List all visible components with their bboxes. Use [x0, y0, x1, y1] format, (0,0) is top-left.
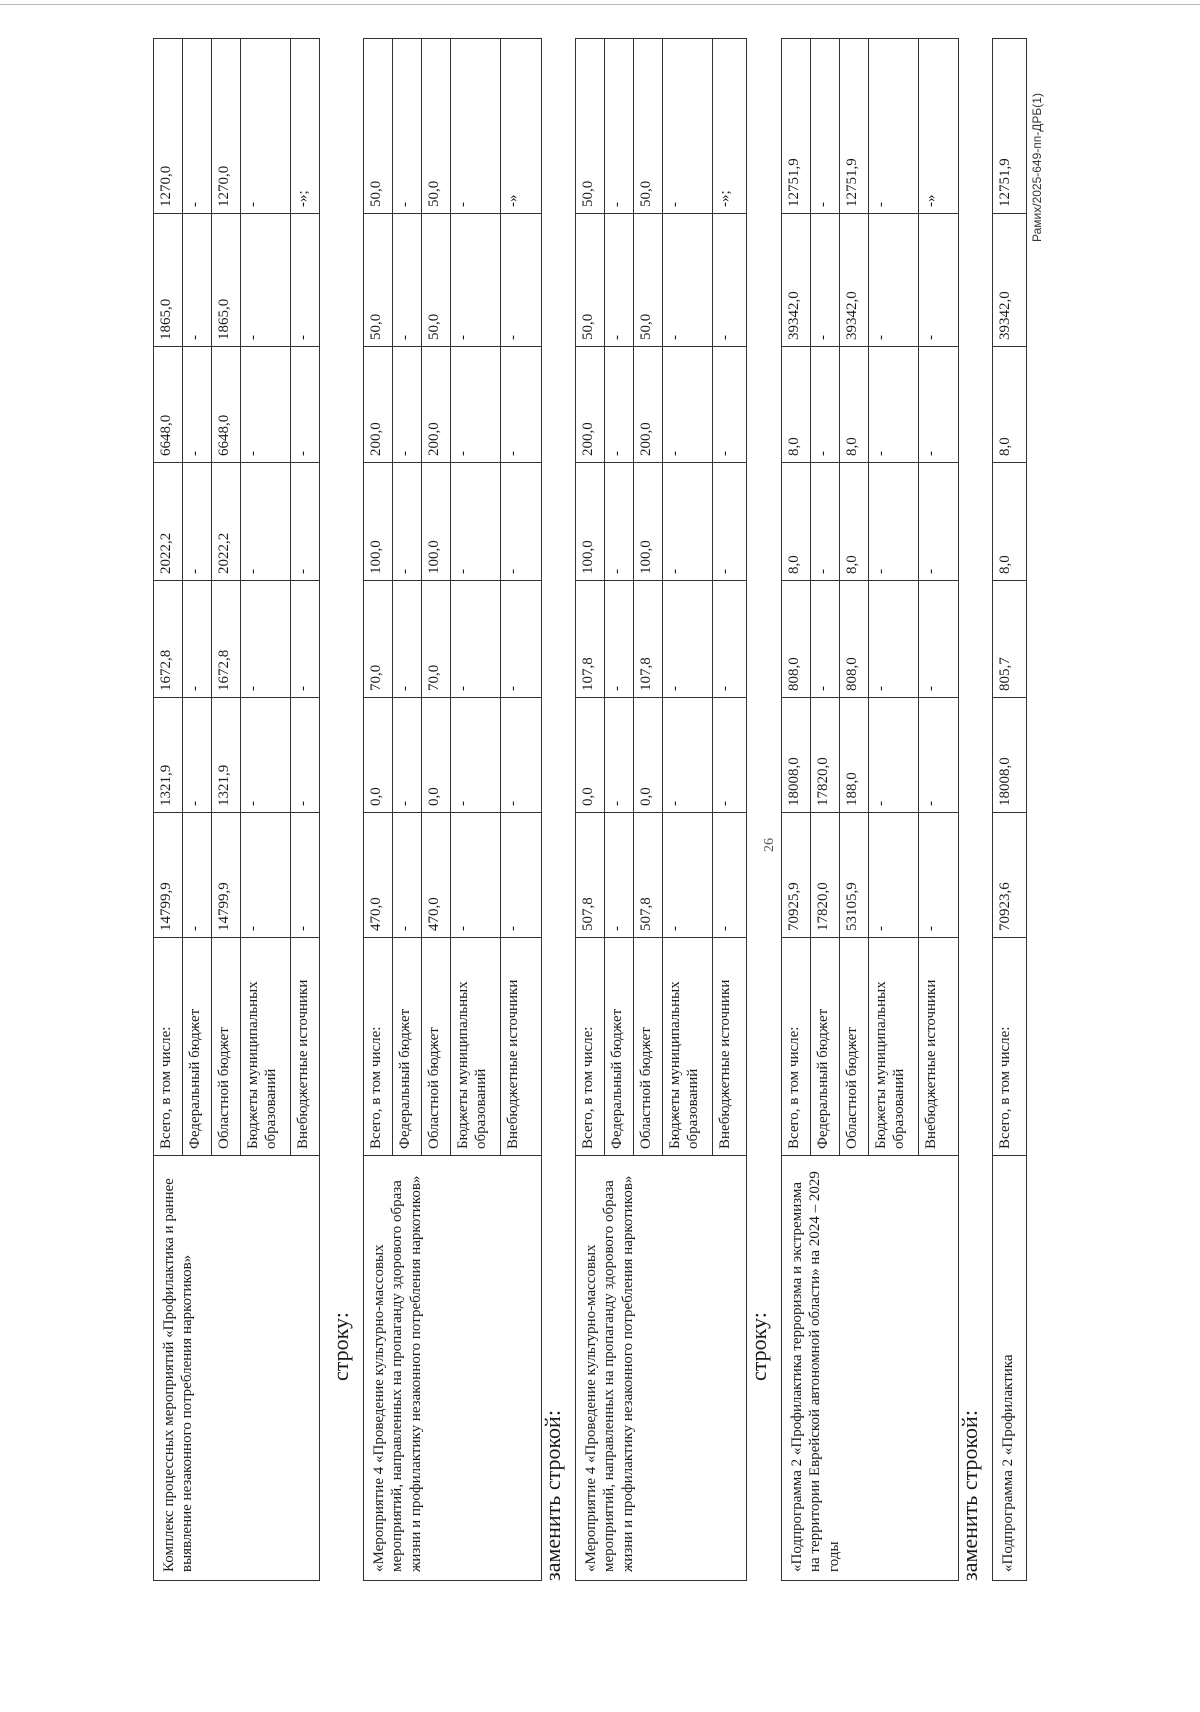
value-cell: - [919, 463, 959, 581]
program-label: «Мероприятие 4 «Проведение культурно-массовых мероприятий, направленных на пропаганду здорового образа жизни и профилактику незаконного потребления наркотиков» [576, 1156, 747, 1581]
funding-source: Федеральный бюджет [183, 938, 212, 1156]
value-cell: - [451, 463, 501, 581]
value-cell: - [183, 581, 212, 698]
value-cell: - [919, 813, 959, 938]
value-cell: - [919, 698, 959, 813]
value-cell: - [869, 214, 919, 347]
value-cell: - [713, 214, 747, 347]
value-cell: - [919, 347, 959, 463]
funding-source: Федеральный бюджет [811, 938, 840, 1156]
value-cell: 8,0 [840, 347, 869, 463]
table-row [154, 39, 183, 1581]
value-cell: - [919, 214, 959, 347]
funding-source: Федеральный бюджет [605, 938, 634, 1156]
value-cell: - [663, 581, 713, 698]
value-cell: - [605, 813, 634, 938]
value-cell: 470,0 [364, 813, 393, 938]
value-cell: 1270,0 [154, 39, 183, 214]
value-cell: 200,0 [576, 347, 605, 463]
value-cell: 1270,0 [212, 39, 241, 214]
budget-table-subprogram-2-new [992, 38, 1027, 1581]
value-cell: 100,0 [422, 463, 451, 581]
value-cell: - [291, 698, 320, 813]
value-cell: - [291, 813, 320, 938]
value-cell: - [241, 698, 291, 813]
value-cell: - [605, 463, 634, 581]
table-body [576, 39, 747, 1581]
value-cell: - [605, 214, 634, 347]
funding-source: Областной бюджет [422, 938, 451, 1156]
section-heading-stroku: строку: [746, 1312, 771, 1381]
value-cell: 805,7 [993, 581, 1027, 698]
funding-source: Бюджеты муниципальных образований [663, 938, 713, 1156]
value-cell: - [241, 813, 291, 938]
value-cell: - [663, 813, 713, 938]
value-cell: - [501, 581, 542, 698]
value-cell: - [501, 347, 542, 463]
table-body [364, 39, 542, 1581]
value-cell: - [393, 39, 422, 214]
value-cell: 8,0 [782, 463, 811, 581]
value-cell: 1672,8 [154, 581, 183, 698]
table-row [364, 39, 393, 1581]
program-label: «Мероприятие 4 «Проведение культурно-массовых мероприятий, направленных на пропаганду здорового образа жизни и профилактику незаконного потребления наркотиков» [364, 1156, 542, 1581]
value-cell: - [663, 214, 713, 347]
value-cell: - [393, 214, 422, 347]
value-cell: 100,0 [576, 463, 605, 581]
value-cell: - [919, 581, 959, 698]
value-cell: - [663, 463, 713, 581]
value-cell: 188,0 [840, 698, 869, 813]
section-heading-zamenit: заменить строкой: [957, 1410, 982, 1581]
value-cell: 50,0 [422, 214, 451, 347]
value-cell: - [393, 698, 422, 813]
value-cell: 17820,0 [811, 813, 840, 938]
value-cell: -» [919, 39, 959, 214]
value-cell: 1321,9 [154, 698, 183, 813]
value-cell: 14799,9 [212, 813, 241, 938]
value-cell: 808,0 [840, 581, 869, 698]
value-cell: - [663, 39, 713, 214]
value-cell: 39342,0 [993, 214, 1027, 347]
funding-source: Бюджеты муниципальных образований [451, 938, 501, 1156]
value-cell: - [393, 347, 422, 463]
section-heading-zamenit: заменить строкой: [540, 1410, 565, 1581]
page-number: 26 [762, 838, 777, 852]
value-cell: - [451, 581, 501, 698]
value-cell: 507,8 [576, 813, 605, 938]
funding-source: Областной бюджет [840, 938, 869, 1156]
table-body [993, 39, 1027, 1581]
value-cell: - [663, 698, 713, 813]
document-footer-id: Рамих/2025-649-пп-ДРБ(1) [1030, 93, 1044, 242]
value-cell: 50,0 [364, 39, 393, 214]
value-cell: 6648,0 [154, 347, 183, 463]
value-cell: 50,0 [576, 39, 605, 214]
value-cell: - [605, 347, 634, 463]
value-cell: - [811, 214, 840, 347]
value-cell: - [605, 39, 634, 214]
value-cell: - [291, 347, 320, 463]
value-cell: - [605, 698, 634, 813]
value-cell: 12751,9 [993, 39, 1027, 214]
table-row [576, 39, 605, 1581]
value-cell: - [811, 463, 840, 581]
value-cell: - [869, 581, 919, 698]
budget-table-complex [153, 38, 320, 1581]
value-cell: 2022,2 [154, 463, 183, 581]
value-cell: 50,0 [576, 214, 605, 347]
value-cell: 200,0 [634, 347, 663, 463]
value-cell: 18008,0 [993, 698, 1027, 813]
value-cell: - [291, 463, 320, 581]
value-cell: 1672,8 [212, 581, 241, 698]
value-cell: - [713, 581, 747, 698]
value-cell: - [811, 347, 840, 463]
value-cell: - [451, 39, 501, 214]
value-cell: 39342,0 [840, 214, 869, 347]
value-cell: 0,0 [364, 698, 393, 813]
value-cell: - [183, 813, 212, 938]
table-body [154, 39, 320, 1581]
value-cell: 70,0 [422, 581, 451, 698]
value-cell: 14799,9 [154, 813, 183, 938]
value-cell: - [713, 463, 747, 581]
value-cell: 50,0 [634, 214, 663, 347]
value-cell: 107,8 [634, 581, 663, 698]
value-cell: - [501, 813, 542, 938]
funding-source: Бюджеты муниципальных образований [869, 938, 919, 1156]
value-cell: 0,0 [634, 698, 663, 813]
value-cell: - [811, 39, 840, 214]
budget-table-event-4-new [575, 38, 747, 1581]
value-cell: 17820,0 [811, 698, 840, 813]
value-cell: - [451, 347, 501, 463]
funding-source: Внебюджетные источники [919, 938, 959, 1156]
value-cell: - [241, 581, 291, 698]
program-label: Комплекс процессных мероприятий «Профилактика и раннее выявление незаконного потребления наркотиков» [154, 1156, 320, 1581]
value-cell: 107,8 [576, 581, 605, 698]
funding-source: Бюджеты муниципальных образований [241, 938, 291, 1156]
value-cell: 12751,9 [782, 39, 811, 214]
value-cell: 50,0 [422, 39, 451, 214]
value-cell: - [501, 214, 542, 347]
value-cell: - [183, 39, 212, 214]
value-cell: - [451, 214, 501, 347]
budget-table-subprogram-2-old [781, 38, 959, 1581]
value-cell: - [451, 813, 501, 938]
section-heading-stroku: строку: [328, 1312, 353, 1381]
value-cell: 8,0 [840, 463, 869, 581]
funding-source: Всего, в том числе: [576, 938, 605, 1156]
value-cell: - [183, 463, 212, 581]
value-cell: - [183, 214, 212, 347]
value-cell: - [713, 347, 747, 463]
value-cell: - [393, 813, 422, 938]
value-cell: 0,0 [576, 698, 605, 813]
value-cell: - [501, 698, 542, 813]
value-cell: - [291, 214, 320, 347]
table-body [782, 39, 959, 1581]
value-cell: - [713, 813, 747, 938]
value-cell: - [713, 698, 747, 813]
program-label: «Подпрограмма 2 «Профилактика [993, 1156, 1027, 1581]
value-cell: 8,0 [782, 347, 811, 463]
funding-source: Федеральный бюджет [393, 938, 422, 1156]
value-cell: 200,0 [364, 347, 393, 463]
funding-source: Всего, в том числе: [993, 938, 1027, 1156]
value-cell: 8,0 [993, 347, 1027, 463]
value-cell: - [869, 813, 919, 938]
funding-source: Внебюджетные источники [501, 938, 542, 1156]
value-cell: 70925,9 [782, 813, 811, 938]
value-cell: 70923,6 [993, 813, 1027, 938]
funding-source: Внебюджетные источники [713, 938, 747, 1156]
value-cell: - [393, 463, 422, 581]
value-cell: -» [501, 39, 542, 214]
value-cell: -»; [713, 39, 747, 214]
budget-table-event-4-old [363, 38, 542, 1581]
value-cell: 1865,0 [212, 214, 241, 347]
value-cell: - [291, 581, 320, 698]
funding-source: Всего, в том числе: [782, 938, 811, 1156]
value-cell: 100,0 [364, 463, 393, 581]
value-cell: - [869, 347, 919, 463]
value-cell: 50,0 [634, 39, 663, 214]
value-cell: - [241, 463, 291, 581]
value-cell: 2022,2 [212, 463, 241, 581]
value-cell: - [811, 581, 840, 698]
value-cell: 470,0 [422, 813, 451, 938]
value-cell: - [241, 347, 291, 463]
value-cell: 100,0 [634, 463, 663, 581]
value-cell: 200,0 [422, 347, 451, 463]
value-cell: 808,0 [782, 581, 811, 698]
value-cell: 50,0 [364, 214, 393, 347]
value-cell: - [869, 463, 919, 581]
value-cell: - [451, 698, 501, 813]
program-label: «Подпрограмма 2 «Профилактика терроризма и экстремизма на территории Еврейской автономной области» на 2024 – 2029 годы [782, 1156, 959, 1581]
value-cell: 18008,0 [782, 698, 811, 813]
value-cell: 1865,0 [154, 214, 183, 347]
value-cell: - [241, 39, 291, 214]
value-cell: 0,0 [422, 698, 451, 813]
value-cell: - [869, 698, 919, 813]
value-cell: 12751,9 [840, 39, 869, 214]
funding-source: Внебюджетные источники [291, 938, 320, 1156]
value-cell: 507,8 [634, 813, 663, 938]
value-cell: - [663, 347, 713, 463]
funding-source: Всего, в том числе: [154, 938, 183, 1156]
value-cell: - [183, 347, 212, 463]
table-row [993, 39, 1027, 1581]
value-cell: - [501, 463, 542, 581]
funding-source: Областной бюджет [634, 938, 663, 1156]
value-cell: - [241, 214, 291, 347]
value-cell: - [393, 581, 422, 698]
funding-source: Областной бюджет [212, 938, 241, 1156]
value-cell: 39342,0 [782, 214, 811, 347]
value-cell: - [869, 39, 919, 214]
value-cell: 1321,9 [212, 698, 241, 813]
value-cell: - [605, 581, 634, 698]
value-cell: 6648,0 [212, 347, 241, 463]
funding-source: Всего, в том числе: [364, 938, 393, 1156]
value-cell: 8,0 [993, 463, 1027, 581]
table-row [782, 39, 811, 1581]
value-cell: 70,0 [364, 581, 393, 698]
value-cell: -»; [291, 39, 320, 214]
value-cell: 53105,9 [840, 813, 869, 938]
value-cell: - [183, 698, 212, 813]
